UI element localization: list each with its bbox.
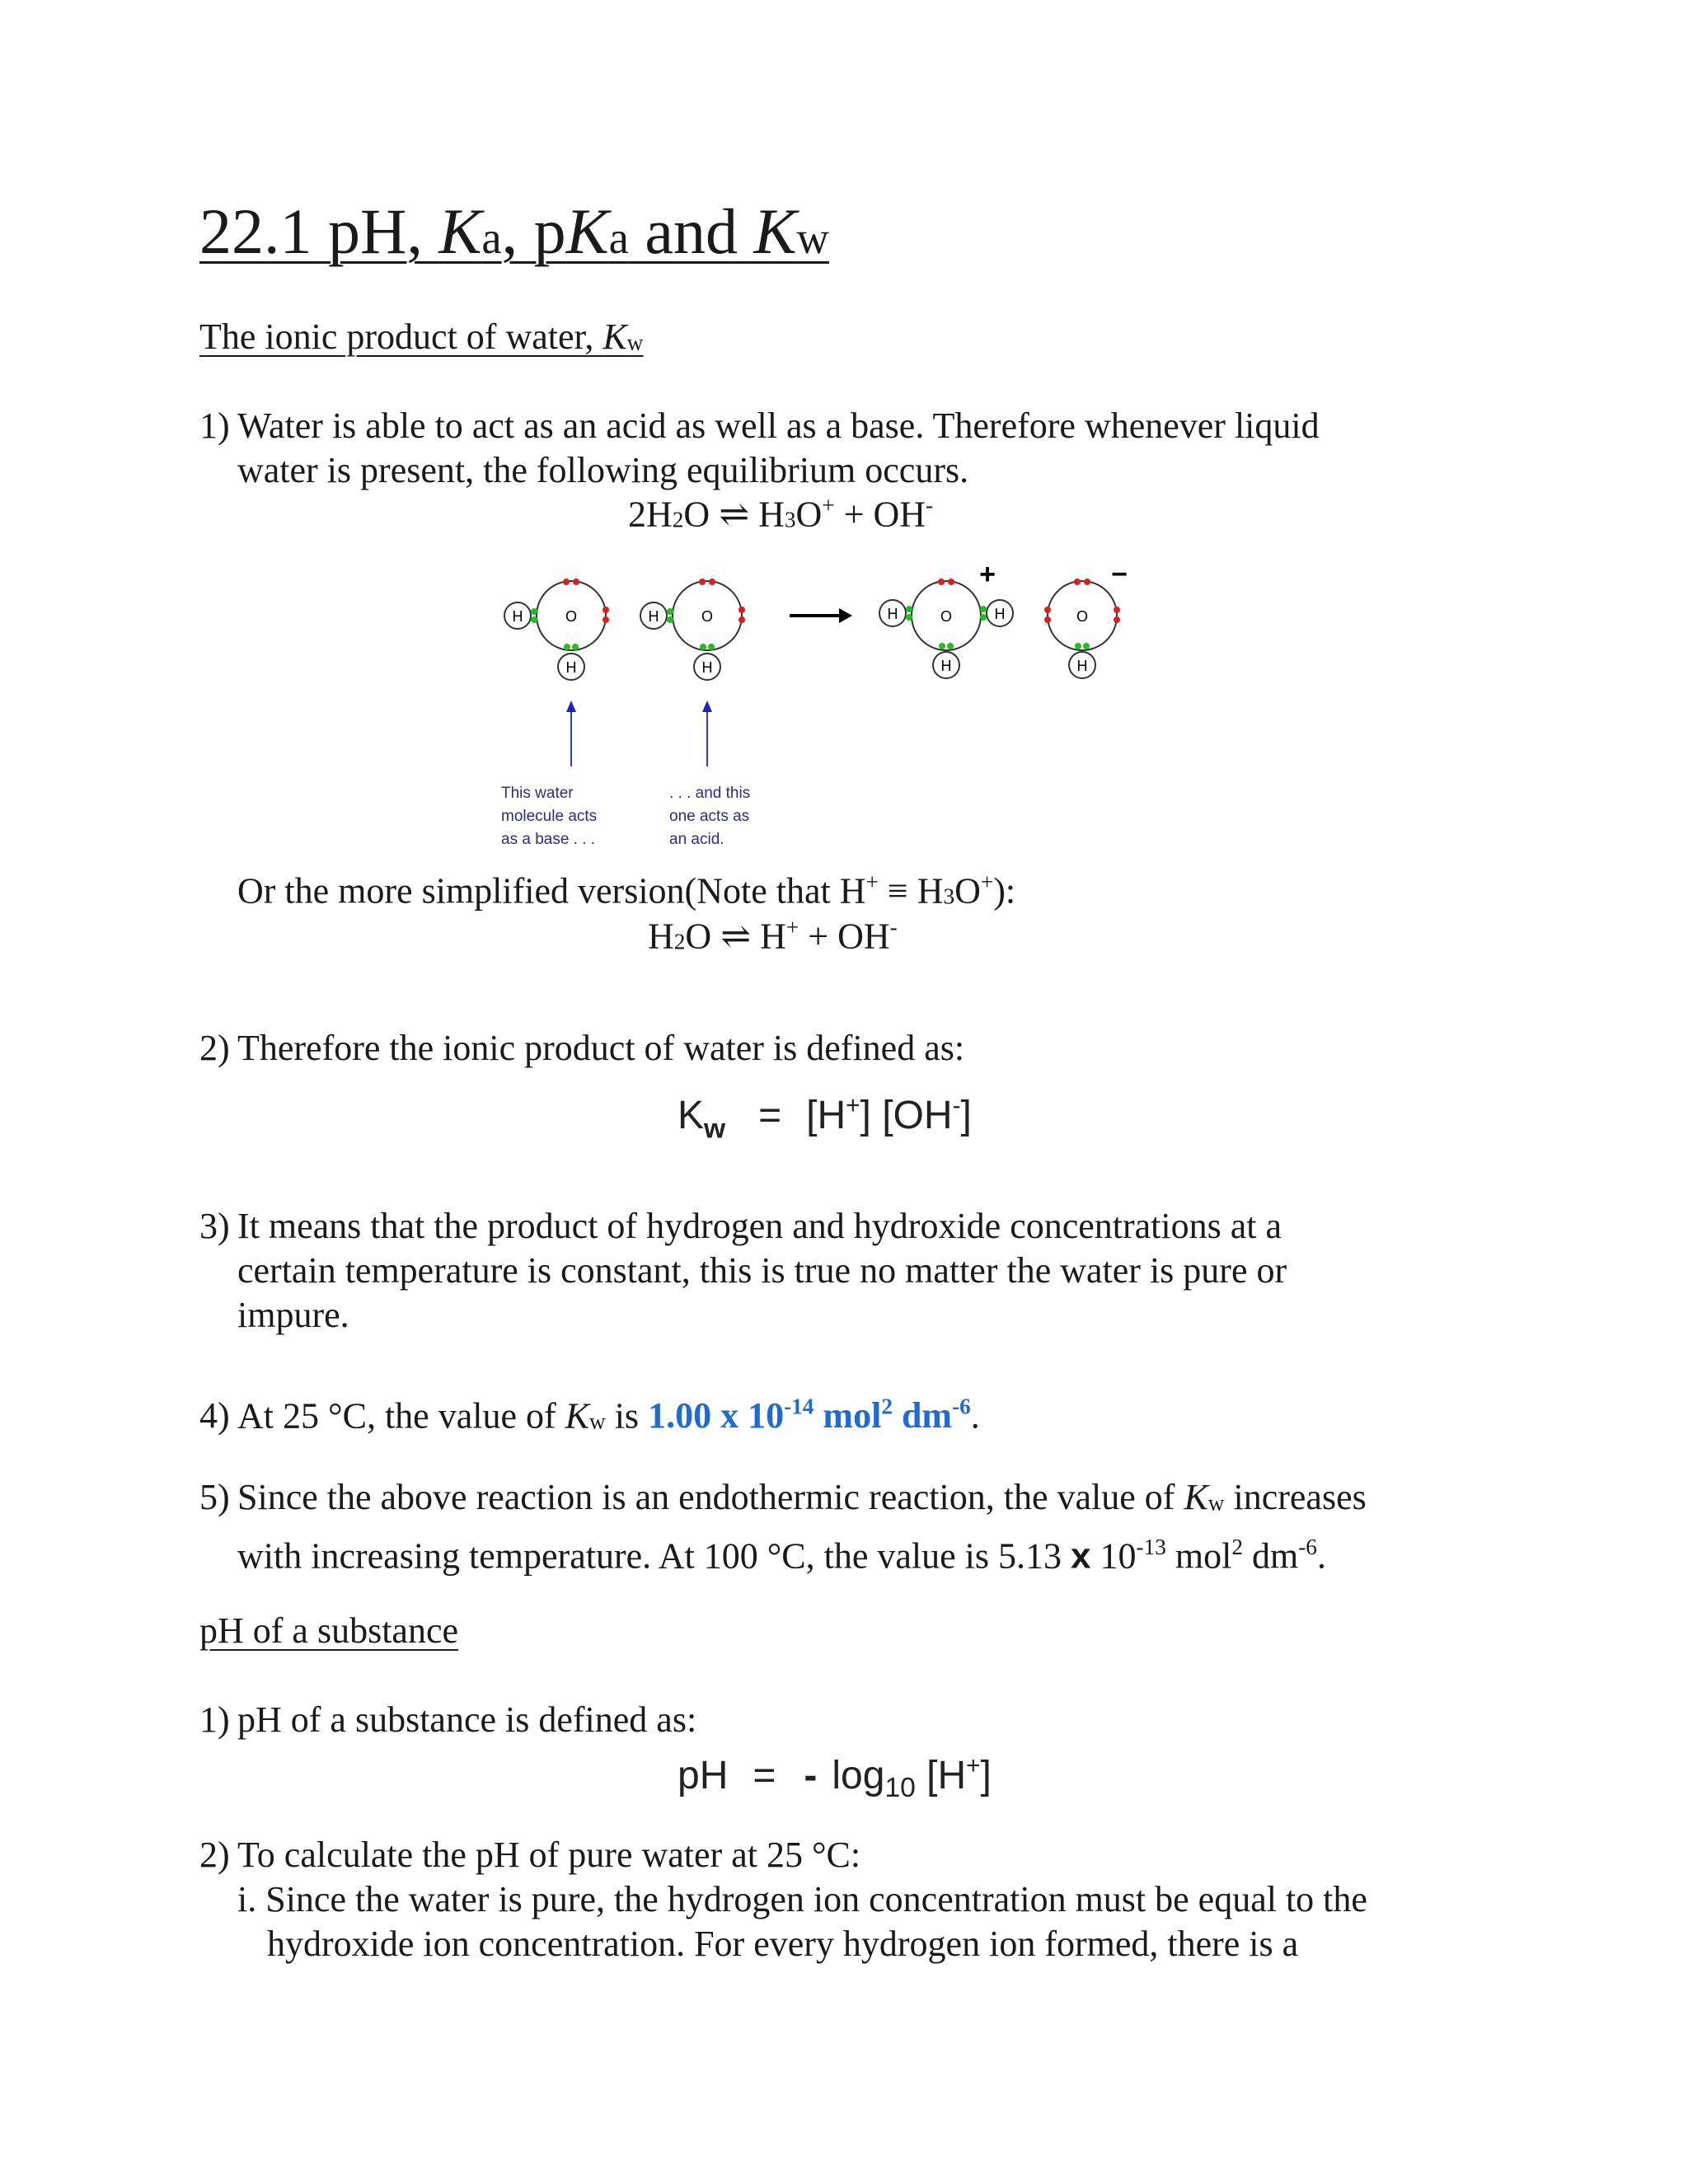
paragraph-1: 1) Water is able to act as an acid as well as a base. Therefore whenever liquid water is present, the following equilibrium occurs. xyxy=(199,405,1320,490)
svg-text:H: H xyxy=(512,608,523,625)
svg-text:O: O xyxy=(940,608,953,625)
reaction-arrow-icon xyxy=(790,608,852,623)
svg-text:O: O xyxy=(1076,608,1089,625)
ph-paragraph-1: 1) pH of a substance is defined as: xyxy=(199,1699,697,1740)
pointer-arrow-base-icon xyxy=(566,701,576,766)
equation-self-ionization: 2H2O ⇌ H3O+ + OH- xyxy=(628,493,934,535)
svg-text:H: H xyxy=(648,608,659,625)
molecule-base xyxy=(504,579,609,680)
svg-text:H: H xyxy=(1076,658,1088,674)
equation-kw: $K_w = [H^+]$ [OH-] xyxy=(678,1092,972,1145)
paragraph-5: 5) Since the above reaction is an endothermic reaction, the value of Kw increases with increasing temperature. At 100 °C, the value is 5.13 x $10^{-13}$ mol$^2$ $dm^{-6}$. xyxy=(199,1477,1367,1577)
simplified-note: Or the more simplified version(Note that H+ ≡ H3O+): xyxy=(237,869,1016,912)
section-heading-ph: pH of a substance xyxy=(199,1610,459,1651)
ph-paragraph-2: 2) To calculate the pH of pure water at 25 °C: i. Since the water is pure, the hydrogen ion concentration must be equal to the hydroxide ion concentration. For every hydrogen ion formed, there is a xyxy=(199,1835,1367,1964)
svg-text:H: H xyxy=(940,658,952,674)
molecule-acid xyxy=(640,579,745,680)
svg-text:H: H xyxy=(994,606,1006,622)
paragraph-2: 2) Therefore the ionic product of water is defined as: xyxy=(199,1028,965,1068)
pointer-arrow-acid-icon xyxy=(702,701,712,766)
caption-acid: . . . and this one acts as an acid. xyxy=(669,785,751,848)
molecule-hydronium xyxy=(879,559,1013,678)
negative-charge: − xyxy=(1111,559,1128,590)
section-heading-kw: The ionic product of water, Kw xyxy=(199,316,644,357)
equation-ph: pH = - $\log_{10} [H^+]$ xyxy=(678,1752,992,1803)
page-title: 22.1 pH, Ka, pKa and Kw xyxy=(199,195,829,267)
svg-text:O: O xyxy=(565,608,578,625)
molecule-hydroxide xyxy=(1044,559,1128,678)
positive-charge: + xyxy=(979,559,996,590)
svg-text:H: H xyxy=(565,659,577,676)
paragraph-3: 3) It means that the product of hydrogen and hydroxide concentrations at a certain temperature is constant, this is true no matter the water is pure or impure. xyxy=(199,1206,1287,1335)
kw-value: 1.00 x $10^{-14}$ mol$^2$ $dm^{-6}$ xyxy=(648,1394,971,1436)
svg-text:O: O xyxy=(701,608,714,625)
svg-text:H: H xyxy=(887,606,898,622)
equation-simplified: H2O ⇌ H+ + OH- xyxy=(648,915,898,957)
paragraph-4: 4) At 25 °C, the value of Kw is 1.00 x $10^{-14}$ mol$^2$ $dm^{-6}$. xyxy=(199,1394,980,1436)
caption-base: This water molecule acts as a base . . . xyxy=(501,785,598,848)
svg-text:H: H xyxy=(701,659,713,676)
